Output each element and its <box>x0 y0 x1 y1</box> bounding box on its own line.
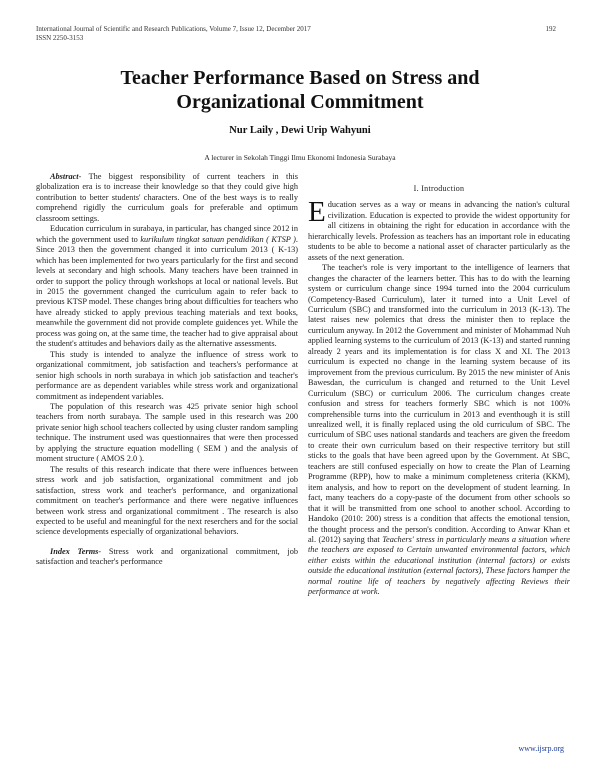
abstract-paragraph: This study is intended to analyze the influence of stress work to organizational commitment, job satisfaction and teachers's performance at senior high schools in north surabaya in which job satisfaction and teacher's performance are as dependent variables while stress work and organizational commitment as independent variables. <box>36 349 298 401</box>
footer-url[interactable]: www.ijsrp.org <box>518 744 564 753</box>
index-terms: Index Terms- Stress work and organizational commitment, job satisfaction and teacher's performance <box>36 546 298 567</box>
section-heading: I. Introduction <box>413 184 465 193</box>
index-terms-label: Index Terms- <box>50 546 102 556</box>
title-line-2: Organizational Commitment <box>176 91 424 113</box>
abstract-label: Abstract- <box>50 172 82 181</box>
abstract-column <box>36 172 298 568</box>
running-header <box>36 25 311 43</box>
intro-paragraph: Education serves as a way or means in advancing the nation's cultural civilization. Education is expected to provide the widest opportunity for all citizens in obtaining the right for education in accordance with the hierarchically levels. Profession as teachers has an important role in educating students to be able to become a national asset of character particularly as the assets of the next generation. <box>308 196 570 262</box>
issn: ISSN 2250-3153 <box>36 34 84 42</box>
abstract-paragraph: Abstract- The biggest responsibility of current teachers in this globalization era is to increase their knowledge so that they could give high contribution to better students' characters. One of the best ways is to really comprehend rigidly the curriculum goals for preferable and optimum classroom settings. <box>36 172 298 223</box>
abstract-paragraph: The population of this research was 425 private senior high school teachers from north surabaya. The sample used in this research was 200 private senior high school teachers collected by using cluster random sampling technique. The instrument used was questionnaires that were then processed by applying the structure equation modelling ( SEM ) and the analysis of moment structure ( AMOS 2.0 ). <box>36 401 298 464</box>
drop-cap: E <box>308 196 326 229</box>
journal-line: International Journal of Scientific and Research Publications, Volume 7, Issue 12, December 2017 <box>36 25 311 33</box>
title-line-1: Teacher Performance Based on Stress and <box>120 67 480 89</box>
introduction-column <box>308 184 570 598</box>
authors: Nur Laily , Dewi Urip Wahyuni <box>229 125 371 136</box>
affiliation: A lecturer in Sekolah Tinggi Ilmu Ekonomi Indonesia Surabaya <box>204 153 396 162</box>
paper-title <box>0 66 600 114</box>
page-number: 192 <box>545 25 556 33</box>
abstract-paragraph: Education curriculum in surabaya, in particular, has changed since 2012 in which the government used to kurikulum tingkat satuan pendidikan ( KTSP ). Since 2013 then the government changed it into curriculum 2013 ( K-13) which has been implemented for two years particularly for the first and second levels at secondary and high schools. Many teachers have been trainned in order to support the policy through workshops at local or national levels. But in 2015 the government changed the curriculum again to refer back to previous KTSP model. These changes bring about difficulties for teachers who have already sticked to apply previous teaching materials and text books, meanwhile the government did not provide complete guidences yet. While the process was going on, at the same time, the teacher had to give appraisal about the student's attitudes and behaviors daily as the alternative assessments. <box>36 224 298 349</box>
abstract-paragraph: The results of this research indicate that there were influences between stress work and job satisfaction, organizational commitment and job satisfaction, stress work and teacher's performance, and organizational commitment on teacher's performance and there were negative influences between work stress and organizational commitment . The research is also expected to be useful and meaningful for the next reserchers and for the social science developments especially of organizational behaviors. <box>36 464 298 537</box>
intro-paragraph: The teacher's role is very important to the intelligence of learners that changes the character of the learners better. This has to do with the learning system or curriculum change since 1994 turned into the 2004 curriculum (Competency-Based Curriculum), later it turned into a Unit Level of Curriculum (SBC) and transformed into the curriculum in 2013 (K-13). The latest raises new polemics that dress the minister then to replace the curriculum anyway. In 2012 the Government and minister of Mohammad Nuh applied learning systems to the curriculum of 2013 (K-13) and started running already 2 years and its implementation is for class X and XI. The 2013 curriculum is expected no change in the learning system because of its improvement from the previous curriculum. By 2015 the new minister of Anis Bawesdan, the curriculum is changed and returned to the Unit Level Curriculum (SBC) or curriculum 2006. The curriculum changes create confusion and stress for teachers formerly SBC which is not 100% comprehensible turns into the curriculum in 2013 and eventhough it is still unrealized well, it is finally replaced using the old curriculum of SBC. The curriculum of SBC uses national standards and teachers are given the freedom to create their own curriculum based on their respective territory but still sticks to the goals that have been agreed upon by the Government. At SBC, teachers are still confused especially on how to create the Plan of Learning Programme (RPP), how to make a minimum completeness criteria (KKM), item analysis, and how to report on the development of student learning. In fact, many teachers do a copy-paste of the document from other schools so that it will be transmitted from one school to another school. According to Handoko (2010: 200) stress is a condition that affects the emotional tension, the thought process and the person's condition. According to Anwar Khan et al. (2012) saying that Teachers' stress in particularly means a situation where the teachers are exposed to Certain unwanted environmental factors, which either exists within the educational institution (internal factors) or exists outside the educational institution (external factors), These factors hamper the normal routine life of teachers by negatively affecting Reviews their performance at work. <box>308 263 570 597</box>
